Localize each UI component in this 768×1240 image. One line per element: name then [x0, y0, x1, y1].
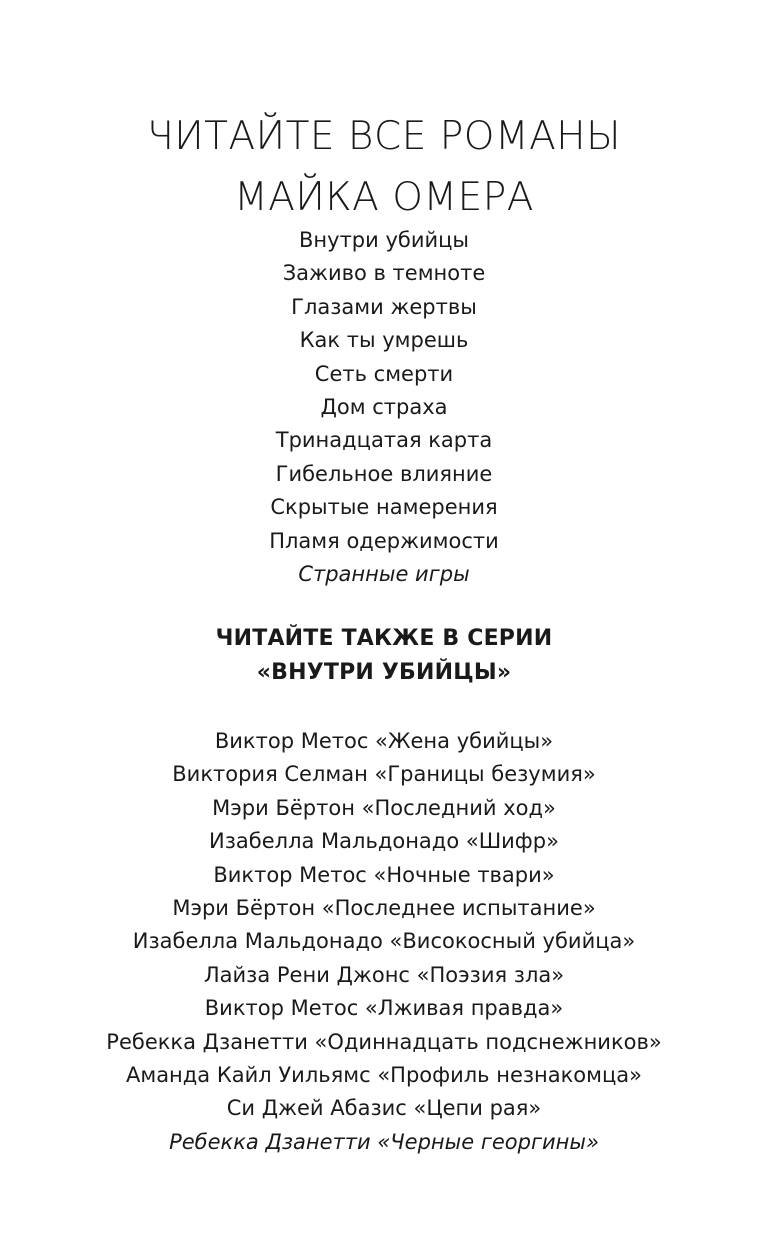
- series-book-item: Виктор Метос «Жена убийцы»: [214, 729, 554, 753]
- novel-item: Внутри убийцы: [299, 228, 469, 252]
- novel-item: Глазами жертвы: [291, 294, 477, 319]
- series-book-item: Си Джей Абазис «Цепи рая»: [226, 1096, 542, 1121]
- novel-item: Пламя одержимости: [269, 528, 499, 553]
- series-book-item: Виктор Метос «Ночные твари»: [213, 862, 555, 887]
- series-books-list: [0, 725, 768, 1159]
- series-title-line-1: ЧИТАЙТЕ ТАКЖЕ В СЕРИИ: [215, 626, 553, 651]
- novel-item: Заживо в темноте: [282, 261, 486, 286]
- series-book-item: Мэри Бёртон «Последний ход»: [212, 795, 556, 820]
- series-book-item: Мэри Бёртон «Последнее испытание»: [172, 895, 596, 920]
- novel-item: Сеть смерти: [314, 361, 454, 386]
- novel-item: Гибельное влияние: [275, 461, 493, 486]
- series-book-item: Виктория Селман «Границы безумия»: [172, 762, 596, 787]
- main-title: [0, 106, 768, 228]
- novel-item: Скрытые намерения: [270, 495, 498, 520]
- novel-item: Дом страха: [320, 394, 448, 419]
- main-title-line-1: ЧИТАЙТЕ ВСЕ РОМАНЫ: [146, 114, 622, 159]
- series-book-item: Лайза Рени Джонс «Поэзия зла»: [203, 962, 565, 987]
- series-book-item: Аманда Кайл Уильямс «Профиль незнакомца»: [125, 1062, 643, 1087]
- novel-item: Как ты умрешь: [299, 328, 469, 353]
- main-title-line-2: МАЙКА ОМЕРА: [234, 175, 534, 220]
- novel-item: Тринадцатая карта: [275, 428, 493, 453]
- series-title: [0, 622, 768, 690]
- series-title-line-2: «ВНУТРИ УБИЙЦЫ»: [256, 660, 512, 685]
- series-book-item: Изабелла Мальдонадо «Шифр»: [209, 829, 559, 854]
- series-book-item-upcoming: Ребекка Дзанетти «Черные георгины»: [169, 1129, 599, 1154]
- series-book-item: Ребекка Дзанетти «Одиннадцать подснежников»: [106, 1029, 662, 1054]
- series-book-item: Виктор Метос «Лживая правда»: [204, 996, 564, 1021]
- series-book-item: Изабелла Мальдонадо «Високосный убийца»: [132, 929, 636, 954]
- novel-item-upcoming: Странные игры: [298, 561, 470, 586]
- novels-list: [0, 224, 768, 591]
